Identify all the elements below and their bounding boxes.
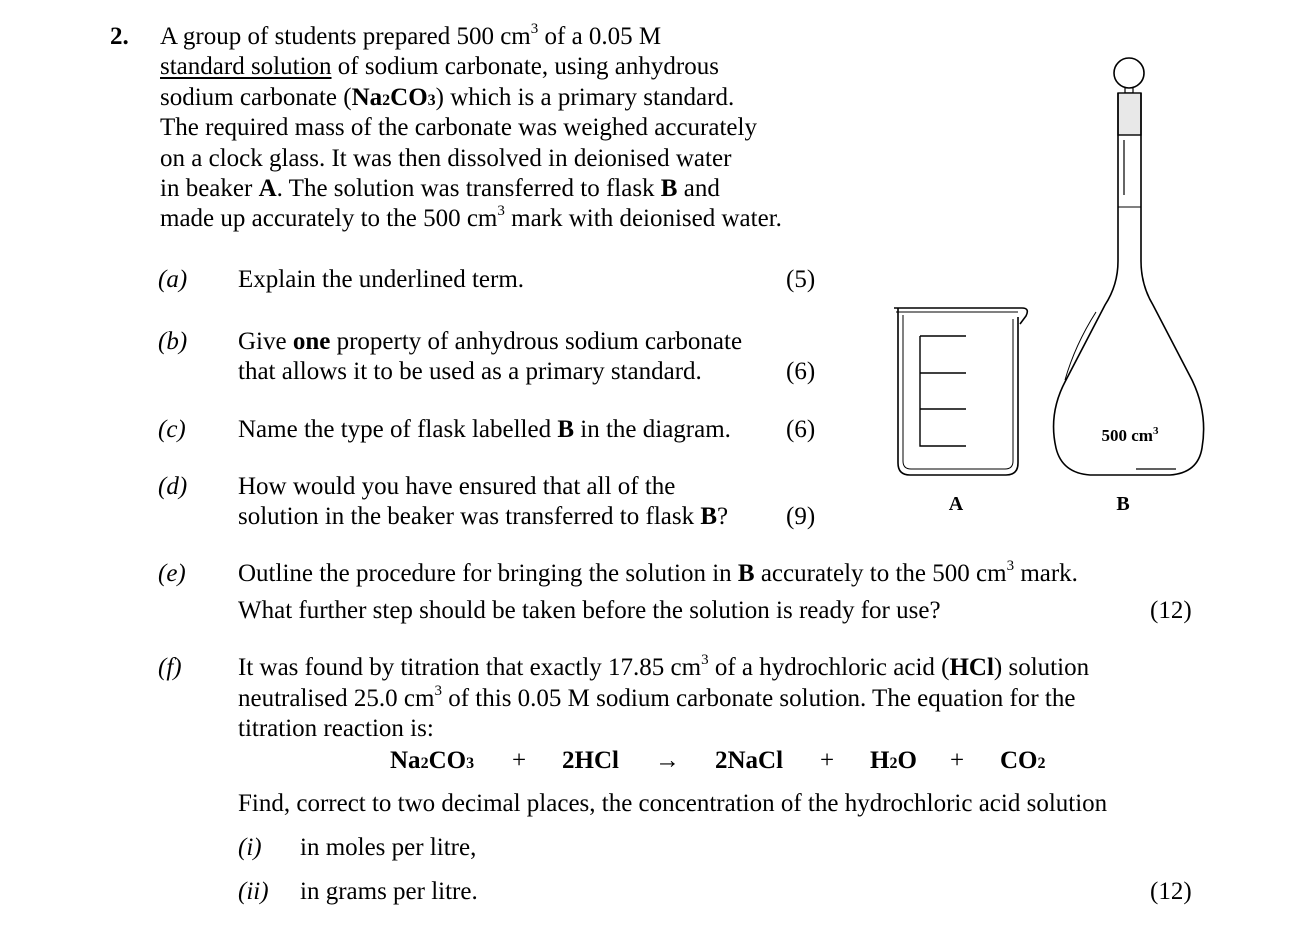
flask-label: B xyxy=(1116,493,1130,515)
part-f-i-label: (i) xyxy=(238,834,262,861)
part-b-line-2: that allows it to be used as a primary standard. xyxy=(238,358,702,385)
equation-plus-1: + xyxy=(512,747,527,774)
part-d-marks: (9) xyxy=(786,503,816,530)
part-e-label: (e) xyxy=(158,560,186,587)
intro-line-6: in beaker A. The solution was transferred to flask B and xyxy=(160,175,720,202)
part-f-i-text: in moles per litre, xyxy=(300,834,477,861)
part-e-line-1: Outline the procedure for bringing the solution in B accurately to the 500 $cm^3$ mark. xyxy=(238,557,1078,587)
part-c-text: Name the type of flask labelled B in the diagram. xyxy=(238,416,731,443)
part-a-text: Explain the underlined term. xyxy=(238,266,525,293)
part-f-line-2: neutralised 25.0 $cm^3$ of this 0.05 M sodium carbonate solution. The equation for the xyxy=(238,682,1076,712)
equation-reactant-1: Na2CO3 xyxy=(390,747,475,774)
part-d-label: (d) xyxy=(158,473,188,500)
part-f-ii-label: (ii) xyxy=(238,878,269,905)
equation-reactant-2: 2HCl xyxy=(562,747,619,774)
intro-line-1: A group of students prepared 500 $cm^3$ of a 0.05 M xyxy=(160,20,662,50)
part-b-marks: (6) xyxy=(786,358,816,385)
part-f-line-3: titration reaction is: xyxy=(238,715,434,742)
apparatus-diagram xyxy=(880,45,1210,525)
part-d-line-2: solution in the beaker was transferred to flask B? xyxy=(238,503,729,530)
part-b-line-1: Give one property of anhydrous sodium carbonate xyxy=(238,328,743,355)
intro-line-7: made up accurately to the 500 $cm^3$ mark with deionised water. xyxy=(160,202,782,232)
part-f-line-1: It was found by titration that exactly 17.85 $cm^3$ of a hydrochloric acid (HCl) solution xyxy=(238,651,1090,681)
intro-line-3: sodium carbonate (Na2CO3) which is a primary standard. xyxy=(160,84,735,111)
intro-line-2: standard solution of sodium carbonate, using anhydrous xyxy=(160,53,719,80)
part-f-label: (f) xyxy=(158,654,182,681)
volumetric-flask-drawing xyxy=(1054,58,1204,475)
equation-product-3: CO2 xyxy=(1000,747,1046,774)
intro-line-4: The required mass of the carbonate was weighed accurately xyxy=(160,114,757,141)
part-c-label: (c) xyxy=(158,416,186,443)
part-a-marks: (5) xyxy=(786,266,816,293)
part-d-line-1: How would you have ensured that all of the xyxy=(238,473,676,500)
part-f-marks: (12) xyxy=(1150,878,1192,905)
beaker-label: A xyxy=(948,493,964,515)
part-b-label: (b) xyxy=(158,328,188,355)
equation-plus-3: + xyxy=(950,747,965,774)
part-f-ii-text: in grams per litre. xyxy=(300,878,478,905)
question-number: 2. xyxy=(110,23,129,50)
part-c-marks: (6) xyxy=(786,416,816,443)
equation-product-2: H2O xyxy=(870,747,917,774)
equation-arrow: → xyxy=(655,747,680,774)
underlined-term: standard solution xyxy=(160,53,332,80)
equation-product-1: 2NaCl xyxy=(715,747,784,774)
beaker-drawing xyxy=(894,308,1027,475)
part-e-marks: (12) xyxy=(1150,597,1192,624)
flask-volume-label: 500 $cm^3$ xyxy=(1101,425,1159,445)
intro-line-5: on a clock glass. It was then dissolved in deionised water xyxy=(160,145,732,172)
part-e-line-2: What further step should be taken before the solution is ready for use? xyxy=(238,597,941,624)
part-a-label: (a) xyxy=(158,266,188,293)
equation-plus-2: + xyxy=(820,747,835,774)
part-f-find: Find, correct to two decimal places, the concentration of the hydrochloric acid solution xyxy=(238,790,1108,817)
